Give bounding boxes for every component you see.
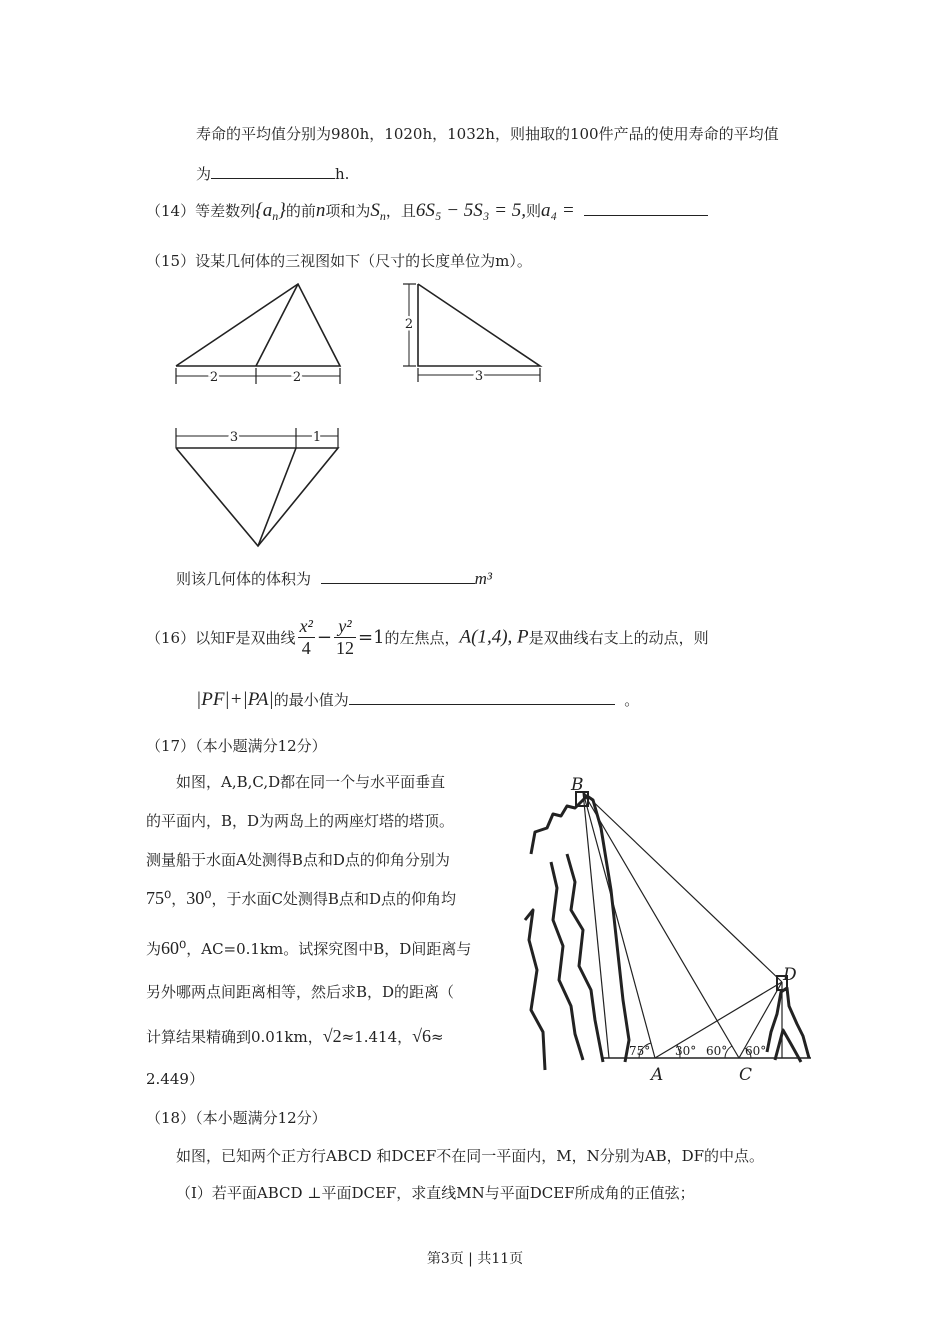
label-D: D	[783, 965, 797, 985]
q14-seq-close: }	[278, 200, 286, 221]
q18-heading: （18）（本小题满分12分）	[146, 1109, 327, 1127]
q17-sqrt6: √6	[412, 1026, 432, 1046]
q13-line2	[196, 163, 349, 184]
q16-text3: 是双曲线右支上的动点，则	[528, 629, 709, 647]
q17-angle-30: 30⁰	[186, 888, 212, 908]
front-dim-label-2: 2	[292, 370, 302, 385]
q17-line4-rest: ，于水面C处测得B点和D点的仰角均	[211, 890, 456, 908]
q13-answer-blank	[211, 178, 335, 179]
page-footer: 第3页 | 共11页	[426, 1251, 524, 1267]
q18-para-line1: 如图，已知两个正方行ABCD 和DCEF不在同一平面内，M，N分别为AB，DF的中点。	[176, 1147, 765, 1165]
side-view-triangle	[418, 284, 540, 366]
q16-fraction-y	[334, 616, 356, 659]
q13-line1: 寿命的平均值分别为980h，1020h，1032h，则抽取的100件产品的使用寿命的平均值	[196, 125, 779, 143]
q17-para-line8: 2.449）	[146, 1070, 204, 1088]
side-dim-height: 2	[404, 317, 414, 332]
top-view-triangle	[176, 448, 338, 546]
q14-seq: {a	[255, 200, 273, 221]
q17-comma1: ，	[171, 890, 187, 908]
front-view-diagram	[168, 276, 358, 390]
q17-angle-60: 60⁰	[161, 938, 187, 958]
q17-para-line6: 另外哪两点间距离相等，然后求B，D的距离（	[146, 983, 455, 1001]
q17-para-line7	[146, 1026, 444, 1047]
q15-answer-blank	[321, 583, 475, 584]
q14-S: S	[370, 200, 380, 221]
front-view-triangle	[176, 284, 340, 366]
q17-para-line1: 如图，A,B,C,D都在同一个与水平面垂直	[176, 773, 446, 791]
q16-line2	[196, 689, 639, 711]
q14-text5: 则	[525, 202, 541, 220]
q17-approx1: ≈1.414，	[341, 1028, 413, 1046]
q15-volume-line	[176, 568, 492, 589]
q17-line7-prefix: 计算结果精确到0.01km，	[146, 1028, 323, 1046]
front-view-inner-edge	[256, 284, 298, 366]
label-A: A	[651, 1065, 664, 1085]
label-angle-60-right: 60°	[745, 1044, 767, 1058]
top-dim-label-1: 1	[312, 430, 322, 445]
top-view-inner-edge	[258, 448, 296, 546]
q15-line: （15）设某几何体的三视图如下（尺寸的长度单位为m）。	[146, 252, 532, 270]
q17-line5-prefix: 为	[146, 940, 162, 958]
q16-text2: 的左焦点，	[384, 629, 460, 647]
q16-frac2-den: 12	[335, 638, 354, 658]
q17-sqrt2: √2	[322, 1026, 342, 1046]
front-dim-label-1: 2	[209, 370, 219, 385]
q14-text1: 等差数列	[195, 202, 256, 220]
q16-expression: |PF|+|PA|	[196, 689, 274, 710]
q16-fraction-x	[298, 616, 315, 659]
q14-a4: a₄ =	[541, 200, 575, 221]
q16-frac2-num: y²	[334, 616, 356, 638]
side-view-diagram	[398, 276, 548, 388]
q13-suffix: h.	[335, 165, 350, 183]
q17-line5-rest: ，AC=0.1km。试探究图中B，D间距离与	[186, 940, 472, 958]
q14-number: （14）	[146, 202, 196, 220]
q16-prefix: （16）以知F是双曲线	[146, 629, 296, 647]
q14-n: n	[315, 200, 326, 221]
q16-period: 。	[624, 691, 640, 709]
q17-para-line3: 测量船于水面A处测得B点和D点的仰角分别为	[146, 851, 450, 869]
label-B: B	[571, 775, 584, 795]
q17-approx2: ≈	[431, 1028, 444, 1046]
q16-A-P: A(1,4), P	[459, 626, 529, 648]
label-angle-60-left: 60°	[706, 1044, 728, 1058]
q16-line1	[146, 616, 709, 659]
label-C: C	[739, 1065, 753, 1085]
lighthouse-figure	[505, 770, 817, 1088]
q16-minus: −	[316, 627, 332, 648]
top-view-diagram	[168, 424, 358, 552]
q17-para-line5	[146, 938, 471, 959]
q14-line	[146, 200, 708, 224]
q14-text2: 的前	[285, 202, 316, 220]
label-angle-75: 75°	[629, 1044, 651, 1058]
q16-text4: 的最小值为	[273, 691, 349, 709]
label-angle-30: 30°	[675, 1044, 697, 1058]
q15-unit: m³	[474, 569, 492, 588]
q17-heading: （17）（本小题满分12分）	[146, 737, 327, 755]
q14-text4: ，且	[385, 202, 416, 220]
q17-para-line4	[146, 888, 456, 909]
q13-prefix: 为	[196, 165, 212, 183]
side-dim-width: 3	[474, 369, 484, 384]
top-dim-label-3: 3	[229, 430, 239, 445]
q16-frac1-den: 4	[301, 638, 311, 658]
q16-equals-one: =1	[357, 627, 385, 648]
q16-frac1-num: x²	[299, 616, 313, 636]
q17-para-line2: 的平面内，B，D为两岛上的两座灯塔的塔顶。	[146, 812, 455, 830]
q16-answer-blank	[349, 704, 615, 705]
q14-S-sub: n	[379, 209, 386, 223]
q15-volume-prefix: 则该几何体的体积为	[176, 570, 312, 588]
q18-para-line2: （Ⅰ）若平面ABCD ⊥平面DCEF，求直线MN与平面DCEF所成角的正值弦；	[176, 1184, 695, 1202]
q17-angle-75: 75⁰	[146, 888, 172, 908]
q14-answer-blank	[584, 215, 708, 216]
q14-text3: 项和为	[325, 202, 371, 220]
q14-seq-sub: n	[272, 209, 279, 223]
q14-equation: 6S₅ − 5S₃ = 5,	[415, 200, 526, 221]
